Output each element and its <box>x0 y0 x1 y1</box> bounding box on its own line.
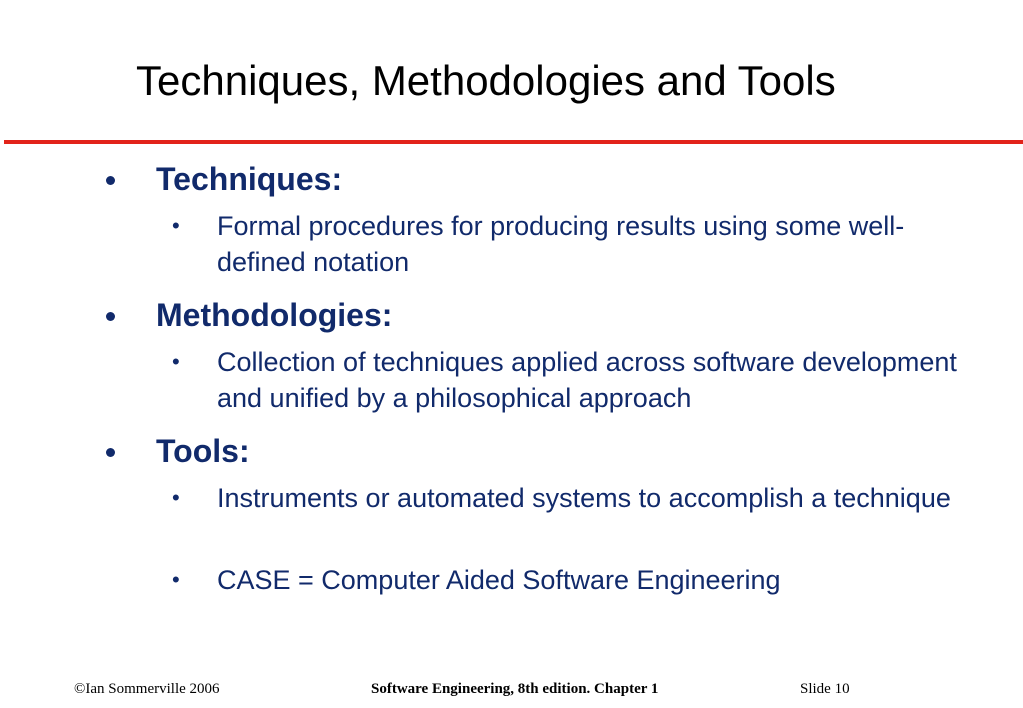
sub-bullet-text: Collection of techniques applied across software development and unified by a philosophical approach <box>217 347 957 413</box>
sub-bullet-dot-icon: • <box>172 213 180 238</box>
sub-bullet-text: Formal procedures for producing results using some well-defined notation <box>217 211 905 277</box>
bullet-heading: Tools: <box>156 433 250 469</box>
footer-copyright: ©Ian Sommerville 2006 <box>74 681 220 697</box>
bullet-dot-icon <box>106 448 115 457</box>
footer-book-title: Software Engineering, 8th edition. Chapter 1 <box>371 681 659 697</box>
footer-slide-number: Slide 10 <box>800 681 850 697</box>
bullet-heading: Techniques: <box>156 161 343 197</box>
sub-bullet-dot-icon: • <box>172 349 180 374</box>
bullet-dot-icon <box>106 176 115 185</box>
slide-title: Techniques, Methodologies and Tools <box>136 57 836 104</box>
bullet-heading: Methodologies: <box>156 297 393 333</box>
sub-bullet-text: Instruments or automated systems to accomplish a technique <box>217 483 951 513</box>
sub-bullet-text: CASE = Computer Aided Software Engineering <box>217 565 781 595</box>
sub-bullet-dot-icon: • <box>172 567 180 592</box>
sub-bullet-dot-icon: • <box>172 485 180 510</box>
bullet-dot-icon <box>106 312 115 321</box>
